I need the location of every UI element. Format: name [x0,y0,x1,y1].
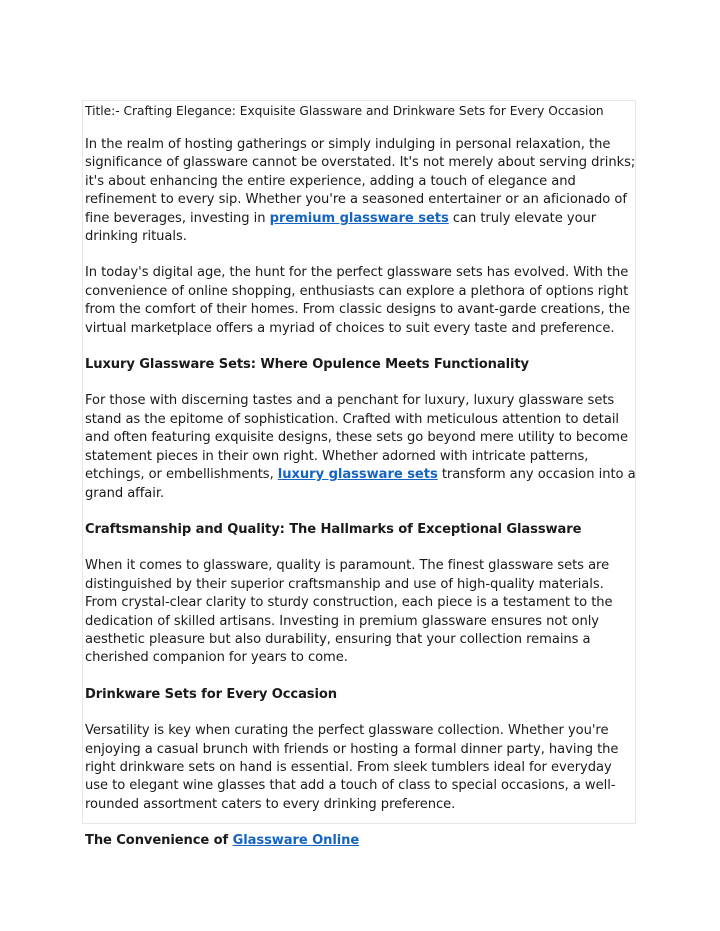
drinkware-paragraph: Versatility is key when curating the perfect glassware collection. Whether you're enjoying a casual brunch with friends or hosting a formal dinner party, having the right drinkware sets on hand is essential. From sleek tumblers ideal for everyday use to elegant wine glasses that add a touch of class to special occasions, a well-rounded assortment caters to every drinking preference. [85,723,619,812]
craftsmanship-paragraph: When it comes to glassware, quality is paramount. The finest glassware sets are distinguished by their superior craftsmanship and use of high-quality materials. From crystal-clear clarity to sturdy construction, each piece is a testament to the dedication of skilled artisans. Investing in premium glassware ensures not only aesthetic pleasure but also durability, ensuring that your collection remains a cherished companion for years to come. [85,558,613,666]
luxury-text-end: transform any occasion into a grand affair. [85,467,636,501]
heading-convenience-text: The Convenience of [85,833,233,849]
heading-convenience [85,832,637,850]
premium-glassware-sets-link[interactable]: premium glassware sets [269,210,449,226]
luxury-glassware-sets-link[interactable]: luxury glassware sets [277,467,438,483]
digital-age-paragraph: In today's digital age, the hunt for the perfect glassware sets has evolved. With the convenience of online shopping, enthusiasts can explore a plethora of options right from the comfort of their homes. From classic designs to avant-garde creations, the virtual marketplace offers a myriad of choices to suit every taste and preference. [85,265,631,336]
intro-paragraph [85,136,637,246]
heading-craftsmanship: Craftsmanship and Quality: The Hallmarks of Exceptional Glassware [85,521,582,537]
luxury-paragraph [85,392,637,502]
heading-luxury: Luxury Glassware Sets: Where Opulence Meets Functionality [85,357,529,373]
document-body [85,102,637,869]
document-title: Title:- Crafting Elegance: Exquisite Glassware and Drinkware Sets for Every Occasion [85,104,604,118]
luxury-text: For those with discerning tastes and a penchant for luxury, luxury glassware sets stand as the epitome of sophistication. Crafted with meticulous attention to detail and often featuring exquisite designs, these sets go beyond mere utility to become statement pieces in their own right. Whether adorned with intricate patterns, etchings, or embellishments, [85,393,628,483]
intro-text: In the realm of hosting gatherings or simply indulging in personal relaxation, the significance of glassware cannot be overstated. It's not merely about serving drinks; it's about enhancing the entire experience, adding a touch of elegance and refinement to every sip. Whether you're a seasoned entertainer or an aficionado of fine beverages, investing in [85,137,636,226]
intro-text-end: can truly elevate your drinking rituals. [85,210,597,245]
heading-drinkware: Drinkware Sets for Every Occasion [85,686,338,702]
glassware-online-link[interactable]: Glassware Online [232,833,360,849]
